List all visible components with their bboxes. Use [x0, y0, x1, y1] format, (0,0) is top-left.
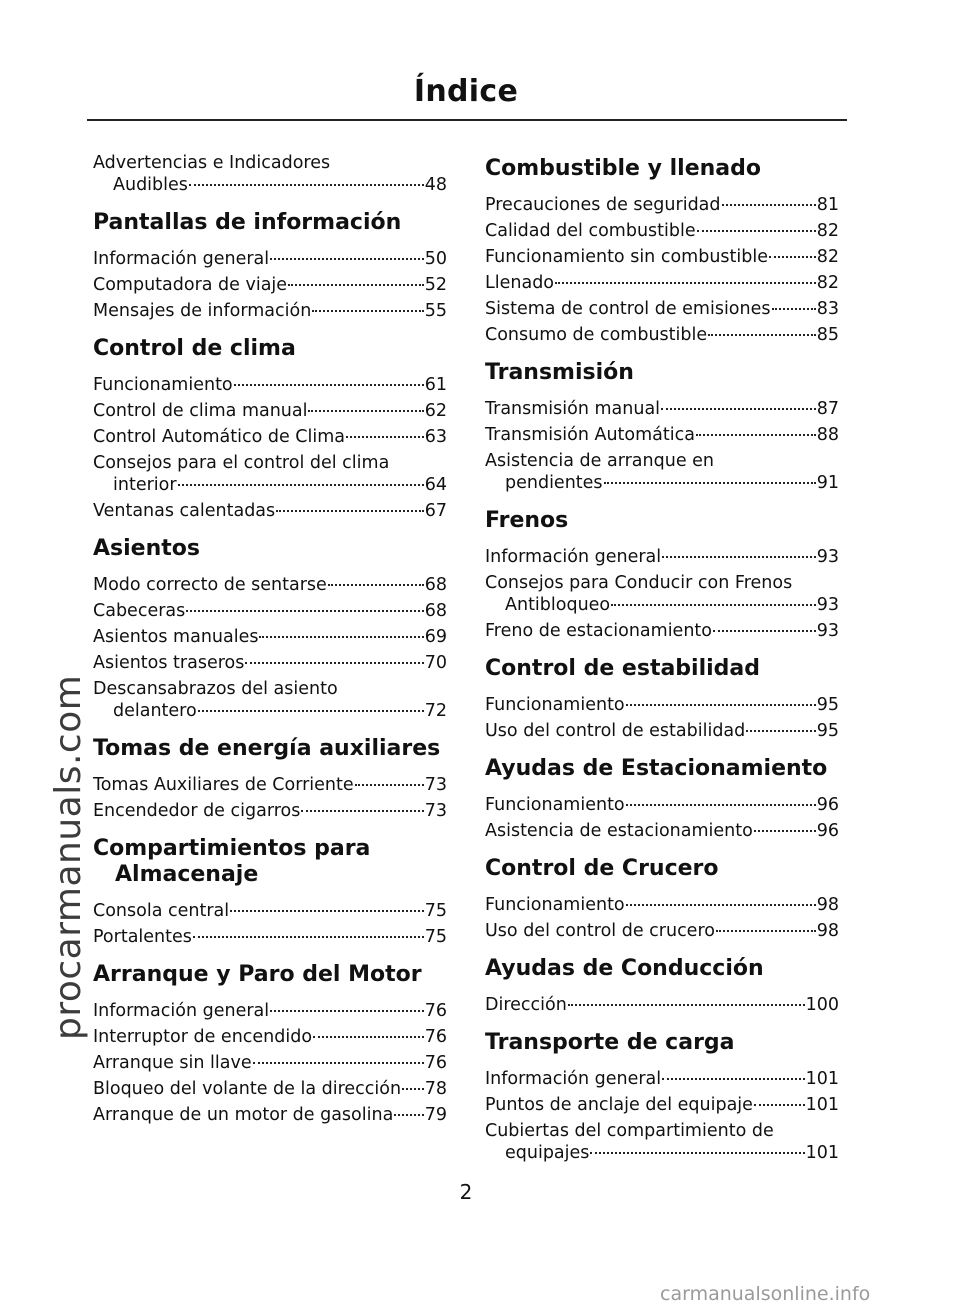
toc-entry[interactable] — [93, 900, 447, 922]
dot-leader — [312, 310, 423, 312]
entry-page: 52 — [424, 275, 447, 295]
toc-entry[interactable] — [485, 994, 839, 1016]
dot-leader — [696, 434, 816, 436]
toc-entry[interactable] — [93, 626, 447, 648]
toc-entry[interactable] — [485, 720, 839, 742]
dot-leader — [394, 1114, 423, 1116]
section-heading: Transporte de carga — [485, 1030, 735, 1055]
entry-page: 100 — [805, 995, 839, 1015]
entry-page: 96 — [816, 821, 839, 841]
dot-leader — [746, 730, 815, 732]
entry-continuation — [93, 700, 447, 722]
entry-title-line: Consejos para el control del clima — [93, 453, 390, 473]
toc-entry[interactable] — [93, 400, 447, 422]
entry-page: 70 — [424, 653, 447, 673]
entry-title: Precauciones de seguridad — [485, 195, 721, 215]
toc-section — [93, 836, 447, 948]
entry-page: 88 — [816, 425, 839, 445]
toc-entry[interactable] — [93, 1000, 447, 1022]
dot-leader — [772, 308, 816, 310]
toc-entry[interactable] — [485, 272, 839, 294]
entry-page: 50 — [424, 249, 447, 269]
entry-title: Funcionamiento — [485, 795, 625, 815]
entry-title: Información general — [485, 1069, 662, 1089]
entry-title: Arranque de un motor de gasolina — [93, 1105, 394, 1125]
toc-entry[interactable] — [93, 600, 447, 622]
entry-title: Control de clima manual — [93, 401, 308, 421]
dot-leader — [769, 256, 816, 258]
section-heading: Ayudas de Estacionamiento — [485, 756, 828, 781]
toc-section — [485, 508, 839, 642]
section-heading: Compartimientos para Almacenaje — [93, 836, 371, 887]
section-heading: Control de estabilidad — [485, 656, 761, 681]
dot-leader — [308, 410, 423, 412]
toc-entry[interactable] — [93, 426, 447, 448]
toc-section — [485, 1030, 839, 1164]
entry-page: 83 — [816, 299, 839, 319]
entry-page: 95 — [816, 695, 839, 715]
toc-entry[interactable] — [485, 620, 839, 642]
entry-page: 101 — [805, 1143, 839, 1163]
side-watermark: procarmanuals.com — [48, 674, 89, 1040]
entry-page: 75 — [424, 927, 447, 947]
entry-title: Ventanas calentadas — [93, 501, 276, 521]
entry-title-line: Consejos para Conducir con Frenos — [485, 573, 793, 593]
entry-title: Uso del control de crucero — [485, 921, 715, 941]
entry-page: 68 — [424, 575, 447, 595]
dot-leader — [568, 1004, 805, 1006]
entry-page: 76 — [424, 1027, 447, 1047]
entry-title: Funcionamiento — [485, 895, 625, 915]
toc-section — [93, 210, 447, 322]
entry-title: equipajes — [505, 1143, 590, 1163]
entry-page: 73 — [424, 775, 447, 795]
section-heading: Arranque y Paro del Motor — [93, 962, 422, 987]
entry-page: 64 — [424, 475, 447, 495]
entry-page: 96 — [816, 795, 839, 815]
entry-title: Interruptor de encendido — [93, 1027, 313, 1047]
toc-section — [93, 536, 447, 722]
dot-leader — [178, 484, 424, 486]
dot-leader — [193, 936, 424, 938]
entry-title: Funcionamiento — [93, 375, 233, 395]
dot-leader — [662, 1078, 804, 1080]
entry-title: Encendedor de cigarros — [93, 801, 301, 821]
dot-leader — [713, 630, 816, 632]
entry-page: 93 — [816, 547, 839, 567]
toc-entry[interactable] — [93, 678, 447, 722]
entry-title: Funcionamiento sin combustible — [485, 247, 768, 267]
toc-entry[interactable] — [93, 452, 447, 496]
entry-page: 78 — [424, 1079, 447, 1099]
toc-entry[interactable] — [485, 694, 839, 716]
entry-page: 101 — [805, 1069, 839, 1089]
dot-leader — [270, 258, 424, 260]
toc-entry[interactable] — [485, 1120, 839, 1164]
toc-entry[interactable] — [93, 274, 447, 296]
dot-leader — [328, 584, 424, 586]
toc-entry[interactable] — [485, 1094, 839, 1116]
entry-page: 98 — [816, 921, 839, 941]
entry-title: Asientos traseros — [93, 653, 245, 673]
dot-leader — [253, 1062, 424, 1064]
entry-page: 101 — [805, 1095, 839, 1115]
entry-title: Antibloqueo — [505, 595, 611, 615]
entry-page: 82 — [816, 247, 839, 267]
entry-title-line: Descansabrazos del asiento — [93, 679, 338, 699]
toc-left-column — [93, 152, 447, 1140]
dot-leader — [189, 184, 424, 186]
entry-title: Uso del control de estabilidad — [485, 721, 746, 741]
toc-section — [93, 336, 447, 522]
entry-page: 91 — [816, 473, 839, 493]
entry-title: Consola central — [93, 901, 230, 921]
entry-page: 93 — [816, 595, 839, 615]
title-divider — [87, 119, 847, 121]
toc-entry[interactable] — [485, 298, 839, 320]
toc-entry[interactable] — [93, 1104, 447, 1126]
toc-entry[interactable] — [93, 152, 447, 196]
dot-leader — [555, 282, 816, 284]
toc-entry[interactable] — [93, 1052, 447, 1074]
section-heading: Frenos — [485, 508, 569, 533]
entry-title: Control Automático de Clima — [93, 427, 345, 447]
entry-title: Dirección — [485, 995, 567, 1015]
entry-title: Cabeceras — [93, 601, 186, 621]
toc-entry[interactable] — [485, 1068, 839, 1090]
dot-leader — [186, 610, 423, 612]
dot-leader — [276, 510, 424, 512]
dot-leader — [313, 1036, 424, 1038]
entry-title: Información general — [485, 547, 662, 567]
entry-title: Consumo de combustible — [485, 325, 708, 345]
entry-page: 95 — [816, 721, 839, 741]
entry-page: 73 — [424, 801, 447, 821]
page-title: Índice — [413, 74, 519, 109]
toc-section — [485, 656, 839, 742]
entry-page: 82 — [816, 221, 839, 241]
dot-leader — [346, 436, 424, 438]
dot-leader — [259, 636, 423, 638]
entry-page: 63 — [424, 427, 447, 447]
dot-leader — [245, 662, 423, 664]
dot-leader — [754, 830, 816, 832]
dot-leader — [722, 204, 816, 206]
toc-section — [485, 756, 839, 842]
dot-leader — [611, 604, 816, 606]
entry-title: Audibles — [113, 175, 188, 195]
entry-page: 87 — [816, 399, 839, 419]
toc-right-column — [485, 156, 839, 1178]
toc-entry[interactable] — [485, 424, 839, 446]
entry-page: 48 — [424, 175, 447, 195]
entry-title: Arranque sin llave — [93, 1053, 252, 1073]
entry-page: 93 — [816, 621, 839, 641]
entry-continuation — [485, 594, 839, 616]
dot-leader — [697, 230, 816, 232]
section-heading: Tomas de energía auxiliares — [93, 736, 441, 761]
dot-leader — [662, 556, 816, 558]
entry-title-line: Advertencias e Indicadores — [93, 153, 331, 173]
section-heading: Combustible y llenado — [485, 156, 761, 181]
page-number: 2 — [459, 1180, 473, 1204]
dot-leader — [708, 334, 816, 336]
section-heading: Control de Crucero — [485, 856, 719, 881]
entry-title: Modo correcto de sentarse — [93, 575, 327, 595]
toc-entry[interactable] — [485, 794, 839, 816]
toc-entry[interactable] — [93, 1078, 447, 1100]
toc-entry[interactable] — [93, 1026, 447, 1048]
toc-entry[interactable] — [485, 820, 839, 842]
toc-entry[interactable] — [93, 248, 447, 270]
dot-leader — [301, 810, 423, 812]
toc-entry[interactable] — [485, 194, 839, 216]
entry-title: Computadora de viaje — [93, 275, 288, 295]
entry-title: Información general — [93, 1001, 270, 1021]
dot-leader — [270, 1010, 424, 1012]
entry-title: Información general — [93, 249, 270, 269]
toc-entry[interactable] — [93, 652, 447, 674]
toc-entry[interactable] — [93, 926, 447, 948]
entry-page: 85 — [816, 325, 839, 345]
entry-page: 76 — [424, 1001, 447, 1021]
toc-section — [485, 360, 839, 494]
section-heading: Ayudas de Conducción — [485, 956, 764, 981]
entry-continuation — [485, 472, 839, 494]
entry-page: 67 — [424, 501, 447, 521]
toc-entry[interactable] — [485, 324, 839, 346]
entry-page: 76 — [424, 1053, 447, 1073]
footer-watermark: carmanualsonline.info — [660, 1283, 871, 1305]
entry-title: pendientes — [505, 473, 603, 493]
dot-leader — [590, 1152, 804, 1154]
entry-title: interior — [113, 475, 177, 495]
toc-entry[interactable] — [93, 500, 447, 522]
dot-leader — [402, 1088, 424, 1090]
toc-section — [93, 736, 447, 822]
toc-entry[interactable] — [93, 774, 447, 796]
dot-leader — [661, 408, 816, 410]
section-heading: Control de clima — [93, 336, 296, 361]
toc-entry[interactable] — [485, 920, 839, 942]
entry-title: Asientos manuales — [93, 627, 259, 647]
section-heading: Asientos — [93, 536, 200, 561]
dot-leader — [234, 384, 424, 386]
entry-title: Puntos de anclaje del equipaje — [485, 1095, 753, 1115]
entry-title: Portalentes — [93, 927, 192, 947]
dot-leader — [604, 482, 816, 484]
entry-page: 61 — [424, 375, 447, 395]
entry-title: Llenado — [485, 273, 555, 293]
entry-title: delantero — [113, 701, 197, 721]
toc-entry[interactable] — [485, 894, 839, 916]
toc-section — [93, 152, 447, 196]
entry-continuation — [93, 174, 447, 196]
toc-entry[interactable] — [485, 246, 839, 268]
toc-section — [93, 962, 447, 1126]
entry-title: Transmisión Automática — [485, 425, 695, 445]
entry-title: Asistencia de estacionamiento — [485, 821, 753, 841]
dot-leader — [198, 710, 424, 712]
entry-page: 69 — [424, 627, 447, 647]
toc-section — [485, 856, 839, 942]
entry-continuation — [485, 1142, 839, 1164]
dot-leader — [626, 804, 816, 806]
entry-title: Mensajes de información — [93, 301, 312, 321]
entry-page: 55 — [424, 301, 447, 321]
entry-title: Transmisión manual — [485, 399, 661, 419]
toc-entry[interactable] — [485, 220, 839, 242]
toc-entry[interactable] — [93, 574, 447, 596]
toc-entry[interactable] — [93, 300, 447, 322]
entry-continuation — [93, 474, 447, 496]
entry-page: 68 — [424, 601, 447, 621]
dot-leader — [626, 904, 816, 906]
entry-page: 79 — [424, 1105, 447, 1125]
dot-leader — [716, 930, 816, 932]
entry-page: 82 — [816, 273, 839, 293]
toc-entry[interactable] — [93, 374, 447, 396]
entry-page: 75 — [424, 901, 447, 921]
toc-section — [485, 156, 839, 346]
dot-leader — [355, 784, 424, 786]
toc-entry[interactable] — [93, 800, 447, 822]
dot-leader — [626, 704, 816, 706]
dot-leader — [754, 1104, 805, 1106]
section-heading: Transmisión — [485, 360, 634, 385]
entry-page: 62 — [424, 401, 447, 421]
entry-title: Funcionamiento — [485, 695, 625, 715]
entry-title-line: Cubiertas del compartimiento de — [485, 1121, 774, 1141]
toc-section — [485, 956, 839, 1016]
dot-leader — [230, 910, 424, 912]
entry-title: Freno de estacionamiento — [485, 621, 712, 641]
entry-page: 81 — [816, 195, 839, 215]
dot-leader — [288, 284, 424, 286]
section-heading: Pantallas de información — [93, 210, 402, 235]
toc-entry[interactable] — [485, 450, 839, 494]
entry-title: Bloqueo del volante de la dirección — [93, 1079, 402, 1099]
entry-page: 98 — [816, 895, 839, 915]
entry-page: 72 — [424, 701, 447, 721]
entry-title: Sistema de control de emisiones — [485, 299, 771, 319]
toc-entry[interactable] — [485, 546, 839, 568]
entry-title: Calidad del combustible — [485, 221, 696, 241]
entry-title-line: Asistencia de arranque en — [485, 451, 715, 471]
toc-entry[interactable] — [485, 572, 839, 616]
entry-title: Tomas Auxiliares de Corriente — [93, 775, 354, 795]
toc-entry[interactable] — [485, 398, 839, 420]
